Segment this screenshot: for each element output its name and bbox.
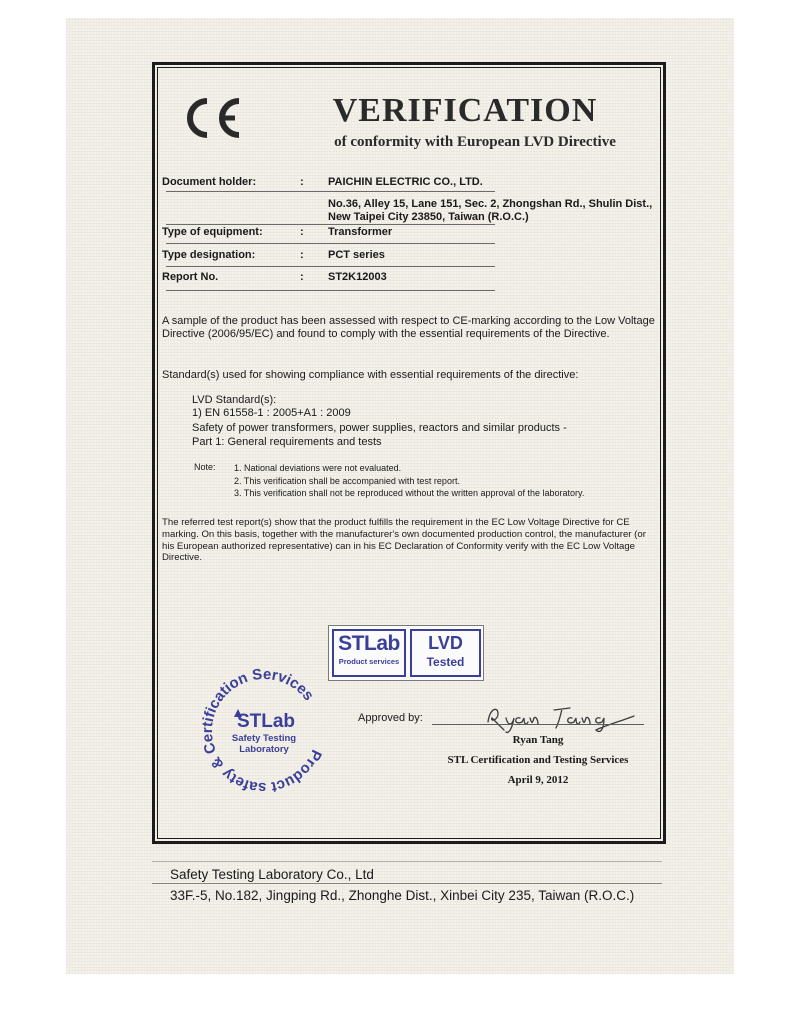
- note-item: 2. This verification shall be accompanied with test report.: [234, 475, 460, 486]
- field-colon: :: [300, 249, 304, 261]
- conformity-statement: The referred test report(s) show that the product fulfills the requirement in the EC Low Voltage Directive for CE marking. On this basis, together with the manufacturer's own documented production control, the manufacturer (or his European authorized representative) can in his EC Declaration of Conformity verify with the EC Low Voltage Directive.: [162, 517, 646, 564]
- stlab-seal-stamp: [198, 665, 330, 797]
- seal-center-line2: Laboratory: [239, 744, 289, 755]
- field-colon: :: [300, 176, 304, 188]
- stlab-logo-caption: Product services: [338, 657, 400, 666]
- footer-company-name: Safety Testing Laboratory Co., Ltd: [170, 867, 374, 882]
- document-subtitle: of conformity with European LVD Directive: [334, 134, 616, 150]
- field-label: Document holder:: [162, 176, 257, 188]
- note-label: Note:: [194, 462, 216, 472]
- notes-list: [234, 462, 659, 500]
- seal-center-logo: STLab: [236, 711, 296, 732]
- issue-date: April 9, 2012: [507, 774, 569, 786]
- note-item: 1. National deviations were not evaluated.: [234, 463, 402, 473]
- field-value: Transformer: [328, 226, 393, 238]
- lvd-logo-text: LVD: [428, 633, 463, 653]
- lvd-tested-logo: [410, 629, 481, 677]
- footer-address: 33F.-5, No.182, Jingping Rd., Zhonghe Dist., Xinbei City 235, Taiwan (R.O.C.): [170, 888, 635, 903]
- standard-description-line2: Part 1: General requirements and tests: [192, 436, 382, 448]
- seal-center-line1: Safety Testing: [231, 733, 297, 744]
- field-label: Type designation:: [162, 249, 256, 261]
- field-value: PCT series: [328, 249, 385, 261]
- ce-mark-icon: [182, 95, 244, 141]
- field-underline: [166, 243, 495, 244]
- approved-by-label: Approved by:: [358, 712, 423, 724]
- stlab-logo: [332, 629, 406, 677]
- field-label: Type of equipment:: [162, 226, 263, 238]
- field-value: ST2K12003: [328, 271, 387, 283]
- footer-divider: [152, 861, 662, 862]
- seal-ring-text: Product safety & Certification Services: [198, 665, 325, 797]
- note-item: 3. This verification shall not be reproduced without the written approval of the laboratory.: [234, 488, 585, 498]
- document-title: VERIFICATION: [332, 92, 598, 129]
- lvd-logo-caption: Tested: [426, 655, 465, 669]
- standard-reference: 1) EN 61558-1 : 2005+A1 : 2009: [192, 407, 351, 419]
- address-value: No.36, Alley 15, Lane 151, Sec. 2, Zhongshan Rd., Shulin Dist., New Taipei City 23850, Taiwan (R.O.C.): [328, 198, 653, 223]
- stlab-logo-text: STLab: [338, 632, 400, 655]
- standard-description-line1: Safety of power transformers, power supplies, reactors and similar products -: [192, 422, 567, 434]
- field-colon: :: [300, 226, 304, 238]
- standards-heading: Standard(s) used for showing compliance with essential requirements of the directive:: [162, 369, 579, 381]
- signature-line: [432, 724, 644, 725]
- field-underline: [166, 266, 495, 267]
- certification-logos: [328, 625, 484, 681]
- field-underline: [166, 290, 495, 291]
- signer-name: Ryan Tang: [512, 734, 564, 746]
- lvd-standards-heading: LVD Standard(s):: [192, 394, 277, 406]
- footer-divider: [152, 883, 662, 884]
- field-label: Report No.: [162, 271, 219, 283]
- signer-organization: STL Certification and Testing Services: [447, 754, 629, 766]
- handwritten-signature: [484, 700, 644, 734]
- field-underline: [166, 191, 495, 192]
- assessment-statement: A sample of the product has been assessed with respect to CE-marking according to the Low Voltage Directive (2006/95/EC) and found to comply with the essential requirements of the Directive.: [162, 315, 655, 340]
- field-underline: [166, 224, 495, 225]
- field-value: PAICHIN ELECTRIC CO., LTD.: [328, 176, 483, 188]
- field-colon: :: [300, 271, 304, 283]
